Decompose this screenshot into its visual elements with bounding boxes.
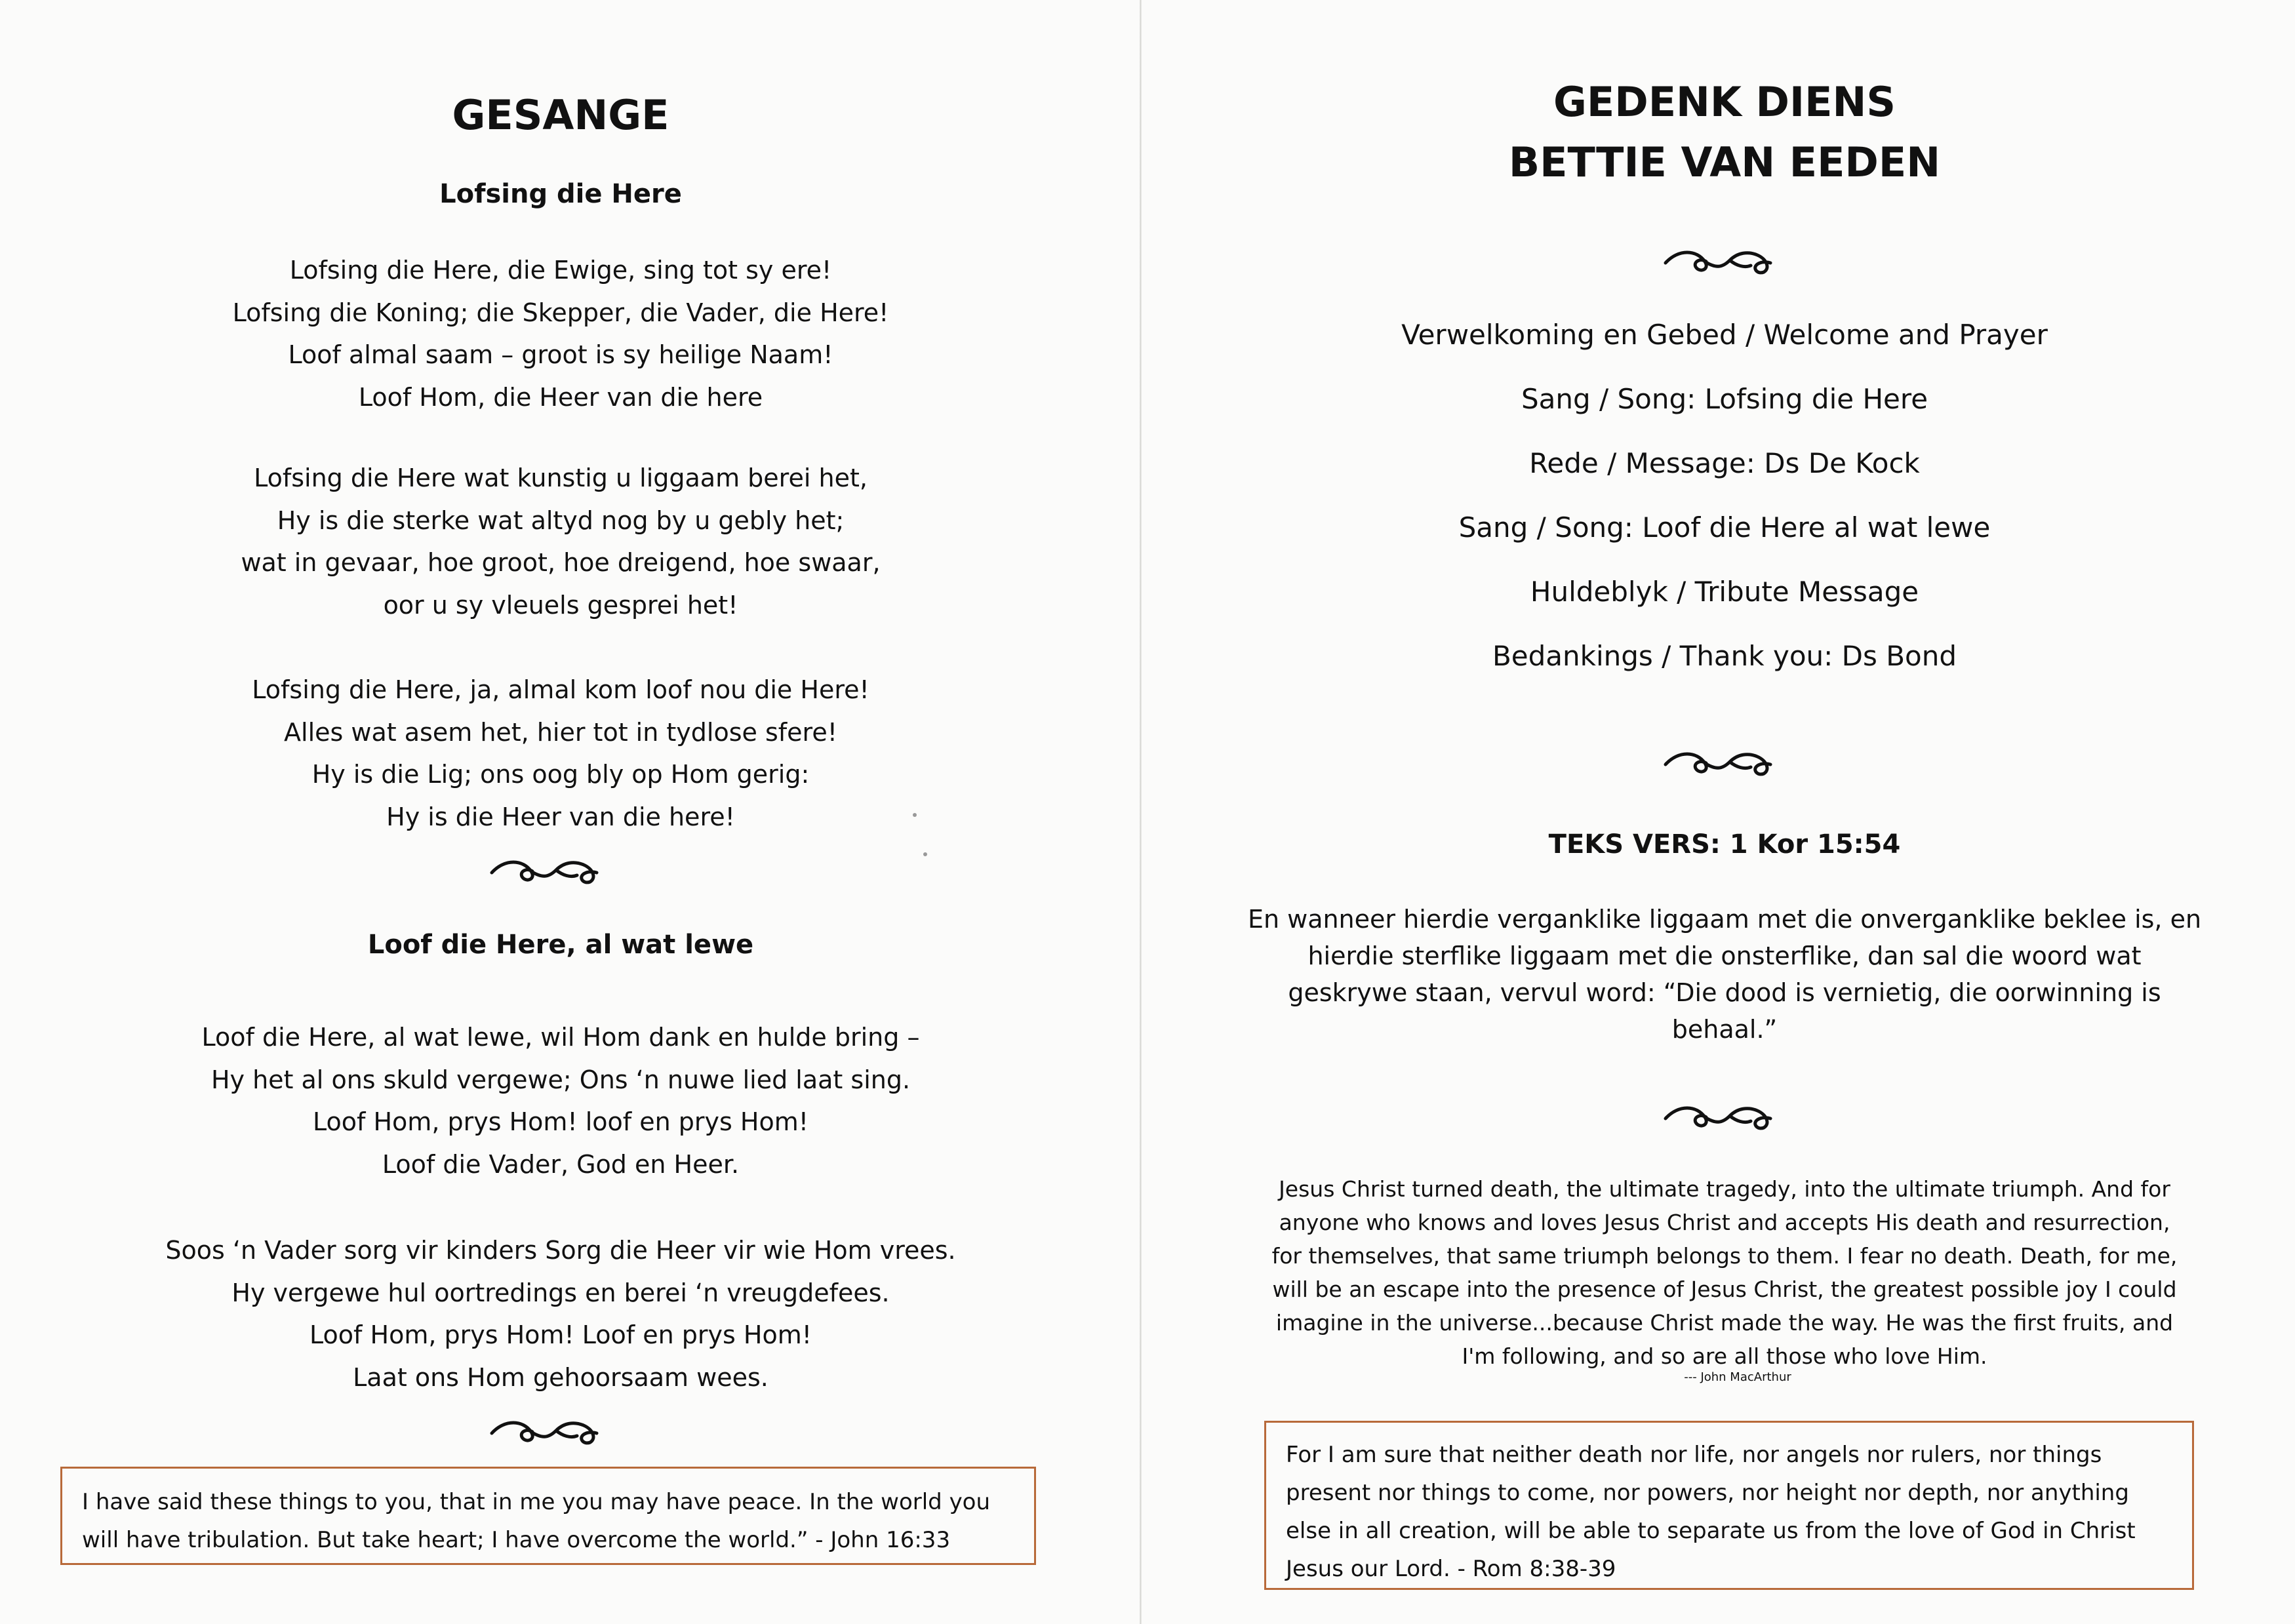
box-line: I have said these things to you, that in me you may have peace. In the world you bbox=[82, 1489, 991, 1515]
song2-stanza-2 bbox=[0, 1229, 1121, 1398]
verse-line: Soos ‘n Vader sorg vir kinders Sorg die Heer vir wie Hom vrees. bbox=[165, 1236, 956, 1265]
quote-line: will be an escape into the presence of Jesus Christ, the greatest possible joy I could bbox=[1272, 1277, 2177, 1302]
page-fold bbox=[1140, 0, 1142, 1624]
program-item: Sang / Song: Loof die Here al wat lewe bbox=[1458, 511, 1991, 544]
right-page bbox=[1154, 0, 2295, 1624]
deceased-name: BETTIE VAN EEDEN bbox=[1508, 138, 1941, 186]
quote-attribution: --- John MacArthur bbox=[1684, 1370, 1791, 1384]
bible-line: geskrywe staan, vervul word: “Die dood is vernietig, die oorwinning is bbox=[1288, 978, 2161, 1007]
program-item: Verwelkoming en Gebed / Welcome and Prayer bbox=[1401, 319, 2048, 351]
program-item: Rede / Message: Ds De Kock bbox=[1529, 447, 1920, 479]
quote-line: anyone who knows and loves Jesus Christ and accepts His death and resurrection, bbox=[1279, 1210, 2170, 1235]
verse-line: Loof Hom, die Heer van die here bbox=[358, 382, 763, 412]
program-item: Bedankings / Thank you: Ds Bond bbox=[1492, 640, 1957, 672]
verse-line: Lofsing die Here, ja, almal kom loof nou die Here! bbox=[252, 675, 869, 704]
bible-line: behaal.” bbox=[1671, 1015, 1778, 1044]
box-line: will have tribulation. But take heart; I have overcome the world.” - John 16:33 bbox=[82, 1527, 951, 1553]
verse-line: Loof die Here, al wat lewe, wil Hom dank en hulde bring – bbox=[201, 1023, 920, 1052]
verse-line: oor u sy vleuels gesprei het! bbox=[383, 590, 738, 620]
song1-stanza-3 bbox=[0, 669, 1121, 838]
song1-stanza-1 bbox=[0, 249, 1121, 418]
macarthur-quote bbox=[1154, 1172, 2295, 1373]
song1-title: Lofsing die Here bbox=[439, 179, 682, 209]
verse-line: Laat ons Hom gehoorsaam wees. bbox=[353, 1362, 768, 1392]
verse-line: Loof Hom, prys Hom! loof en prys Hom! bbox=[313, 1107, 808, 1136]
service-title: GEDENK DIENS bbox=[1553, 78, 1896, 126]
bible-verse bbox=[1154, 901, 2295, 1048]
program-item: Huldeblyk / Tribute Message bbox=[1530, 576, 1919, 608]
verse-line: Loof almal saam – groot is sy heilige Naam! bbox=[288, 340, 833, 369]
program-item: Sang / Song: Lofsing die Here bbox=[1521, 383, 1928, 415]
left-page bbox=[0, 0, 1121, 1624]
verse-line: Hy het al ons skuld vergewe; Ons ‘n nuwe lied laat sing. bbox=[210, 1065, 911, 1094]
text-verse-heading: TEKS VERS: 1 Kor 15:54 bbox=[1548, 829, 1901, 860]
box-line: present nor things to come, nor powers, nor height nor depth, nor anything bbox=[1286, 1480, 2129, 1506]
scripture-box-romans bbox=[1264, 1421, 2194, 1590]
song1-stanza-2 bbox=[0, 457, 1121, 626]
box-line: Jesus our Lord. - Rom 8:38-39 bbox=[1286, 1556, 1616, 1582]
flourish-ornament-icon bbox=[1659, 741, 1777, 780]
verse-line: Alles wat asem het, hier tot in tydlose sfere! bbox=[284, 717, 837, 747]
flourish-ornament-icon bbox=[485, 1410, 603, 1449]
verse-line: Lofsing die Here wat kunstig u liggaam berei het, bbox=[254, 464, 868, 492]
verse-line: Loof die Vader, God en Heer. bbox=[382, 1149, 740, 1179]
verse-line: Lofsing die Here, die Ewige, sing tot sy ere! bbox=[289, 256, 832, 285]
song2-stanza-1 bbox=[0, 1016, 1121, 1185]
bible-line: hierdie sterflike liggaam met die onsterflike, dan sal die woord wat bbox=[1307, 941, 2142, 970]
verse-line: Lofsing die Koning; die Skepper, die Vader, die Here! bbox=[232, 298, 889, 327]
box-line: else in all creation, will be able to separate us from the love of God in Christ bbox=[1286, 1518, 2136, 1544]
flourish-ornament-icon bbox=[485, 849, 603, 888]
verse-line: Loof Hom, prys Hom! Loof en prys Hom! bbox=[309, 1320, 812, 1349]
gesange-title: GESANGE bbox=[452, 91, 669, 139]
verse-line: Hy is die Lig; ons oog bly op Hom gerig: bbox=[311, 760, 810, 789]
quote-line: for themselves, that same triumph belongs to them. I fear no death. Death, for me, bbox=[1271, 1243, 2178, 1269]
paper-speck bbox=[913, 813, 917, 817]
song2-title: Loof die Here, al wat lewe bbox=[367, 930, 754, 960]
bible-line: En wanneer hierdie verganklike liggaam met die onverganklike beklee is, en bbox=[1247, 905, 2202, 934]
quote-line: Jesus Christ turned death, the ultimate tragedy, into the ultimate triumph. And for bbox=[1279, 1176, 2170, 1202]
quote-line: imagine in the universe...because Christ made the way. He was the first fruits, and bbox=[1275, 1310, 2174, 1336]
verse-line: Hy vergewe hul oortredings en berei ‘n vreugdefees. bbox=[231, 1278, 890, 1307]
scripture-box-john bbox=[60, 1467, 1036, 1565]
paper-speck bbox=[923, 852, 927, 856]
flourish-ornament-icon bbox=[1659, 239, 1777, 279]
quote-line: I'm following, and so are all those who love Him. bbox=[1462, 1343, 1987, 1369]
box-line: For I am sure that neither death nor life, nor angels nor rulers, nor things bbox=[1286, 1442, 2102, 1468]
verse-line: wat in gevaar, hoe groot, hoe dreigend, hoe swaar, bbox=[241, 548, 881, 577]
verse-line: Hy is die Heer van die here! bbox=[386, 802, 735, 831]
verse-line: Hy is die sterke wat altyd nog by u gebly het; bbox=[277, 505, 845, 535]
flourish-ornament-icon bbox=[1659, 1095, 1777, 1134]
program-list bbox=[1154, 303, 2295, 688]
